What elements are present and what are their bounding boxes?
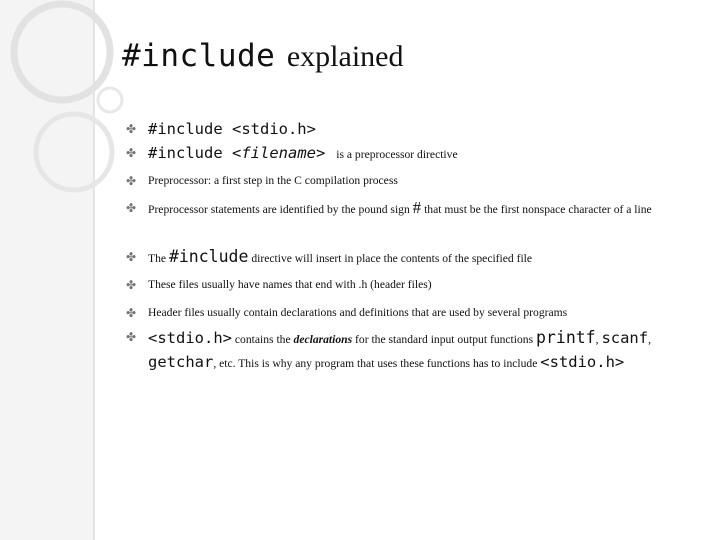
item-text: Header files usually contain declarations and definitions that are used by several programs <box>148 306 568 319</box>
item-code: <stdio.h> <box>540 353 625 371</box>
list-item <box>126 300 708 326</box>
item-code: printf <box>536 328 596 347</box>
item-text: The <box>148 252 167 265</box>
deco-circle-small <box>98 88 122 112</box>
slide-title <box>122 36 403 77</box>
bullet-icon: ✤ <box>126 201 137 215</box>
item-text: directive will insert in place the contents of the specified file <box>251 252 533 265</box>
pound-sign: # <box>412 198 422 217</box>
item-text: contains the <box>234 333 291 346</box>
item-text: , <box>595 333 599 346</box>
bullet-icon: ✤ <box>126 146 137 160</box>
item-code: <stdio.h> <box>148 329 232 347</box>
title-code: #include <box>122 38 276 74</box>
item-text: , etc. This is why any program that uses these functions has to include <box>213 357 538 370</box>
item-text: Preprocessor statements are identified by the pound sign <box>148 203 410 216</box>
list-item <box>126 326 708 375</box>
bullet-icon: ✤ <box>126 122 137 136</box>
list-item <box>126 140 708 168</box>
bullet-icon: ✤ <box>126 174 137 188</box>
item-code: scanf <box>601 329 649 347</box>
item-text: Preprocessor: a first step in the C compilation process <box>148 174 398 187</box>
title-text: explained <box>286 40 404 73</box>
item-code-italic: filename <box>241 144 316 162</box>
item-code: getchar <box>148 353 214 371</box>
item-code: #include <stdio.h> <box>148 120 316 138</box>
item-code: #include < <box>148 144 242 162</box>
left-band <box>0 0 94 540</box>
bullet-icon: ✤ <box>126 250 137 264</box>
list-item <box>126 272 708 298</box>
list-item <box>126 194 708 224</box>
bullet-icon: ✤ <box>126 330 137 344</box>
bullet-icon: ✤ <box>126 306 137 320</box>
item-text: These files usually have names that end with .h (header files) <box>148 278 432 291</box>
item-text: is a preprocessor directive <box>336 148 458 161</box>
item-text: that must be the first nonspace character of a line <box>424 203 652 216</box>
list-item <box>126 168 708 194</box>
list-item <box>126 244 708 272</box>
item-code: #include <box>168 247 249 266</box>
item-code: > <box>315 144 326 162</box>
item-emphasis: declarations <box>293 333 353 346</box>
item-text: , <box>648 333 652 346</box>
item-text: for the standard input output functions <box>355 333 534 346</box>
bullet-icon: ✤ <box>126 278 137 292</box>
